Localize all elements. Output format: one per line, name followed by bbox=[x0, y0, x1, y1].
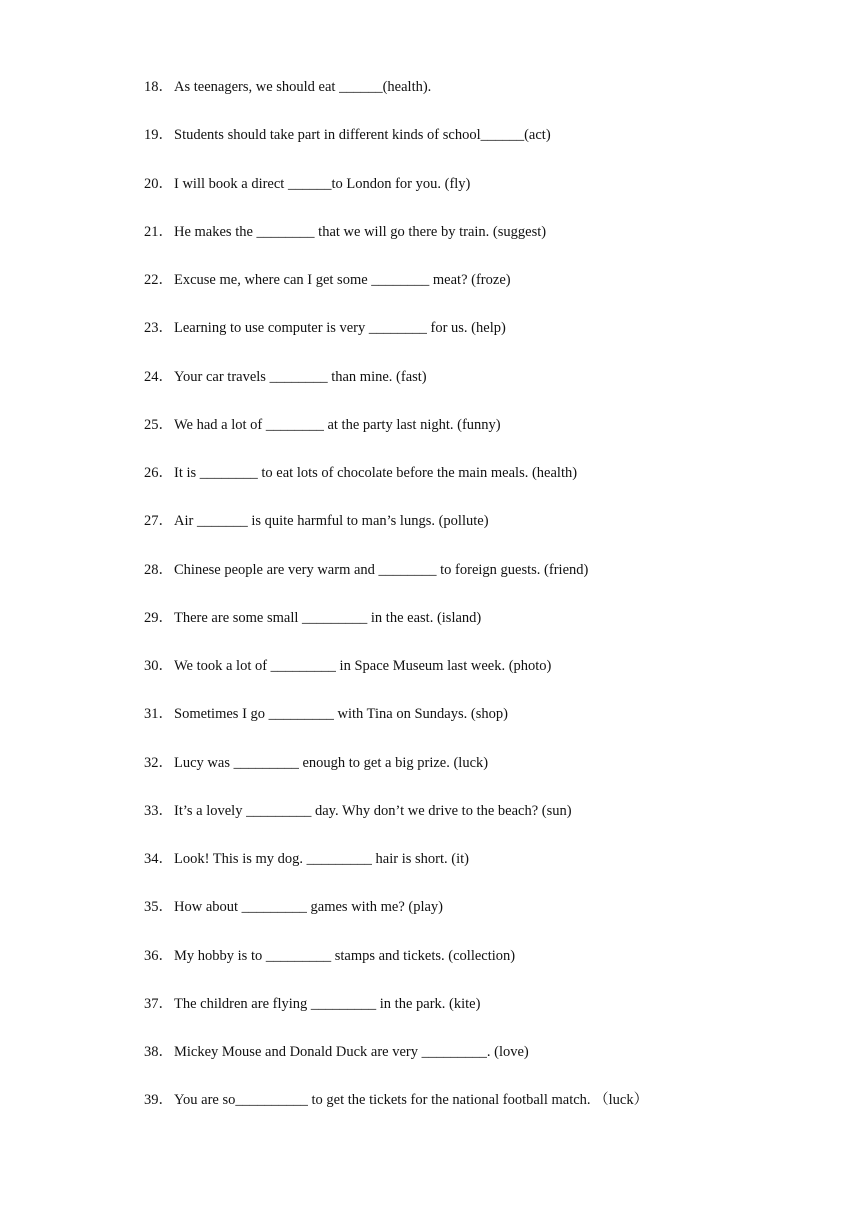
item-text: How about _________ games with me? (play) bbox=[174, 899, 444, 916]
item-text: There are some small _________ in the east. (island) bbox=[174, 609, 482, 626]
item-text: Excuse me, where can I get some ________ meat? (froze) bbox=[174, 272, 511, 288]
exercise-item-38 bbox=[144, 1041, 648, 1089]
item-text: Students should take part in different kinds of school______(act) bbox=[174, 127, 551, 144]
exercise-list bbox=[144, 76, 648, 1138]
item-number: 29． bbox=[144, 609, 173, 626]
item-text: Chinese people are very warm and ________ to foreign guests. (friend) bbox=[174, 561, 589, 578]
item-number: 36． bbox=[144, 947, 173, 964]
exercise-item-19 bbox=[144, 124, 648, 172]
exercise-item-33 bbox=[144, 800, 648, 848]
exercise-item-23 bbox=[144, 317, 648, 365]
item-text: Look! This is my dog. _________ hair is short. (it) bbox=[174, 851, 469, 867]
item-number: 21． bbox=[144, 223, 173, 240]
exercise-item-28 bbox=[144, 559, 648, 607]
item-number: 26． bbox=[144, 465, 173, 481]
item-text: We took a lot of _________ in Space Museum last week. (photo) bbox=[174, 658, 552, 674]
item-text: You are so__________ to get the tickets for the national football match. （luck） bbox=[174, 1092, 649, 1109]
item-text: Sometimes I go _________ with Tina on Sundays. (shop) bbox=[174, 706, 508, 723]
item-number: 20． bbox=[144, 175, 173, 192]
exercise-item-25 bbox=[144, 414, 648, 462]
item-text: It is ________ to eat lots of chocolate before the main meals. (health) bbox=[174, 465, 578, 481]
item-number: 35． bbox=[144, 899, 173, 916]
item-number: 25． bbox=[144, 416, 173, 433]
item-number: 24． bbox=[144, 368, 173, 385]
item-text: I will book a direct ______to London for you. (fly) bbox=[174, 175, 471, 192]
exercise-item-31 bbox=[144, 703, 648, 751]
item-text: Air _______ is quite harmful to man’s lungs. (pollute) bbox=[174, 513, 489, 530]
exercise-item-30 bbox=[144, 655, 648, 703]
item-text: It’s a lovely _________ day. Why don’t we drive to the beach? (sun) bbox=[174, 802, 572, 819]
exercise-item-26 bbox=[144, 462, 648, 510]
exercise-item-29 bbox=[144, 607, 648, 655]
item-text: As teenagers, we should eat ______(health). bbox=[174, 79, 432, 95]
item-text: Learning to use computer is very ________ for us. (help) bbox=[174, 320, 506, 337]
item-number: 34． bbox=[144, 851, 173, 867]
exercise-item-18 bbox=[144, 76, 648, 124]
exercise-item-20 bbox=[144, 173, 648, 221]
item-number: 19． bbox=[144, 127, 173, 144]
item-text: My hobby is to _________ stamps and tickets. (collection) bbox=[174, 947, 516, 964]
exercise-item-37 bbox=[144, 993, 648, 1041]
exercise-item-24 bbox=[144, 366, 648, 414]
exercise-item-39 bbox=[144, 1089, 648, 1137]
item-number: 33． bbox=[144, 802, 173, 819]
exercise-item-32 bbox=[144, 752, 648, 800]
exercise-item-27 bbox=[144, 510, 648, 558]
exercise-item-21 bbox=[144, 221, 648, 269]
item-number: 30． bbox=[144, 658, 173, 674]
item-number: 31． bbox=[144, 706, 173, 723]
item-number: 38． bbox=[144, 1044, 173, 1060]
item-text: Your car travels ________ than mine. (fast) bbox=[174, 368, 427, 385]
item-number: 32． bbox=[144, 754, 173, 771]
item-number: 28． bbox=[144, 561, 173, 578]
item-text: Mickey Mouse and Donald Duck are very _________. (love) bbox=[174, 1044, 529, 1060]
item-number: 37． bbox=[144, 995, 173, 1012]
item-text: We had a lot of ________ at the party last night. (funny) bbox=[174, 416, 501, 433]
item-text: Lucy was _________ enough to get a big prize. (luck) bbox=[174, 754, 489, 771]
item-number: 27． bbox=[144, 513, 173, 530]
item-text: The children are flying _________ in the park. (kite) bbox=[174, 995, 481, 1012]
item-number: 18． bbox=[144, 79, 173, 95]
exercise-item-22 bbox=[144, 269, 648, 317]
item-text: He makes the ________ that we will go there by train. (suggest) bbox=[174, 223, 547, 240]
exercise-item-35 bbox=[144, 896, 648, 944]
exercise-item-34 bbox=[144, 848, 648, 896]
item-number: 22． bbox=[144, 272, 173, 288]
exercise-item-36 bbox=[144, 945, 648, 993]
item-number: 39． bbox=[144, 1092, 173, 1109]
item-number: 23． bbox=[144, 320, 173, 337]
